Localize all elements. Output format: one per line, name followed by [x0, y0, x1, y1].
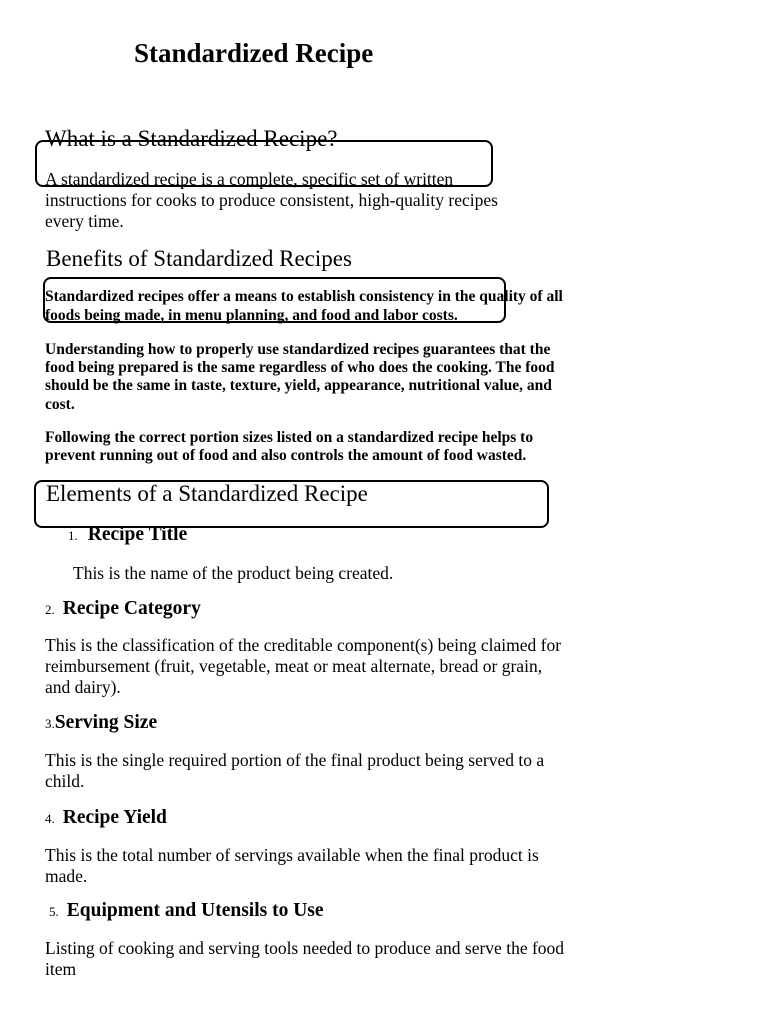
page-title: Standardized Recipe: [134, 38, 374, 68]
list-item-description: item: [45, 959, 77, 979]
list-item-heading: [45, 807, 167, 829]
list-item-title: Recipe Title: [87, 524, 188, 545]
list-item-heading: [68, 524, 187, 546]
paragraph-line: A standardized recipe is a complete, specific set of written: [45, 169, 454, 189]
list-item-description: This is the name of the product being created.: [73, 563, 394, 583]
list-item-description: This is the total number of servings available when the final product is: [45, 845, 539, 865]
list-number: 5.: [49, 904, 59, 919]
list-number: 3.: [45, 716, 55, 731]
paragraph-line: foods being made, in menu planning, and food and labor costs.: [45, 307, 458, 324]
section-heading-benefits: Benefits of Standardized Recipes: [46, 246, 352, 271]
list-item-description: and dairy).: [45, 677, 121, 697]
section-heading-what-is: What is a Standardized Recipe?: [45, 126, 338, 151]
paragraph-line: cost.: [45, 396, 75, 413]
section-heading-elements: Elements of a Standardized Recipe: [46, 481, 368, 506]
paragraph-line: prevent running out of food and also controls the amount of food wasted.: [45, 447, 527, 464]
list-item-title: Equipment and Utensils to Use: [66, 900, 324, 921]
list-item-description: This is the single required portion of the final product being served to a: [45, 750, 545, 770]
list-item-heading: [49, 900, 324, 922]
list-item-description: child.: [45, 771, 85, 791]
paragraph-line: Following the correct portion sizes listed on a standardized recipe helps to: [45, 429, 534, 446]
list-item-heading: [45, 712, 157, 734]
list-number: 4.: [45, 811, 55, 826]
list-item-description: made.: [45, 866, 88, 886]
list-item-description: reimbursement (fruit, vegetable, meat or meat alternate, bread or grain,: [45, 656, 543, 676]
paragraph-line: Standardized recipes offer a means to establish consistency in the quality of all: [45, 288, 563, 305]
list-number: 2.: [45, 602, 55, 617]
paragraph-line: Understanding how to properly use standardized recipes guarantees that the: [45, 341, 551, 358]
list-item-title: Serving Size: [54, 712, 158, 733]
paragraph-line: should be the same in taste, texture, yield, appearance, nutritional value, and: [45, 377, 552, 394]
list-item-heading: [45, 598, 201, 620]
paragraph-line: every time.: [45, 211, 124, 231]
list-item-title: Recipe Yield: [62, 807, 167, 828]
paragraph-line: food being prepared is the same regardless of who does the cooking. The food: [45, 359, 555, 376]
list-number: 1.: [68, 528, 78, 543]
list-item-title: Recipe Category: [62, 598, 201, 619]
list-item-description: Listing of cooking and serving tools needed to produce and serve the food: [45, 938, 565, 958]
paragraph-line: instructions for cooks to produce consistent, high-quality recipes: [45, 190, 498, 210]
list-item-description: This is the classification of the creditable component(s) being claimed for: [45, 635, 562, 655]
